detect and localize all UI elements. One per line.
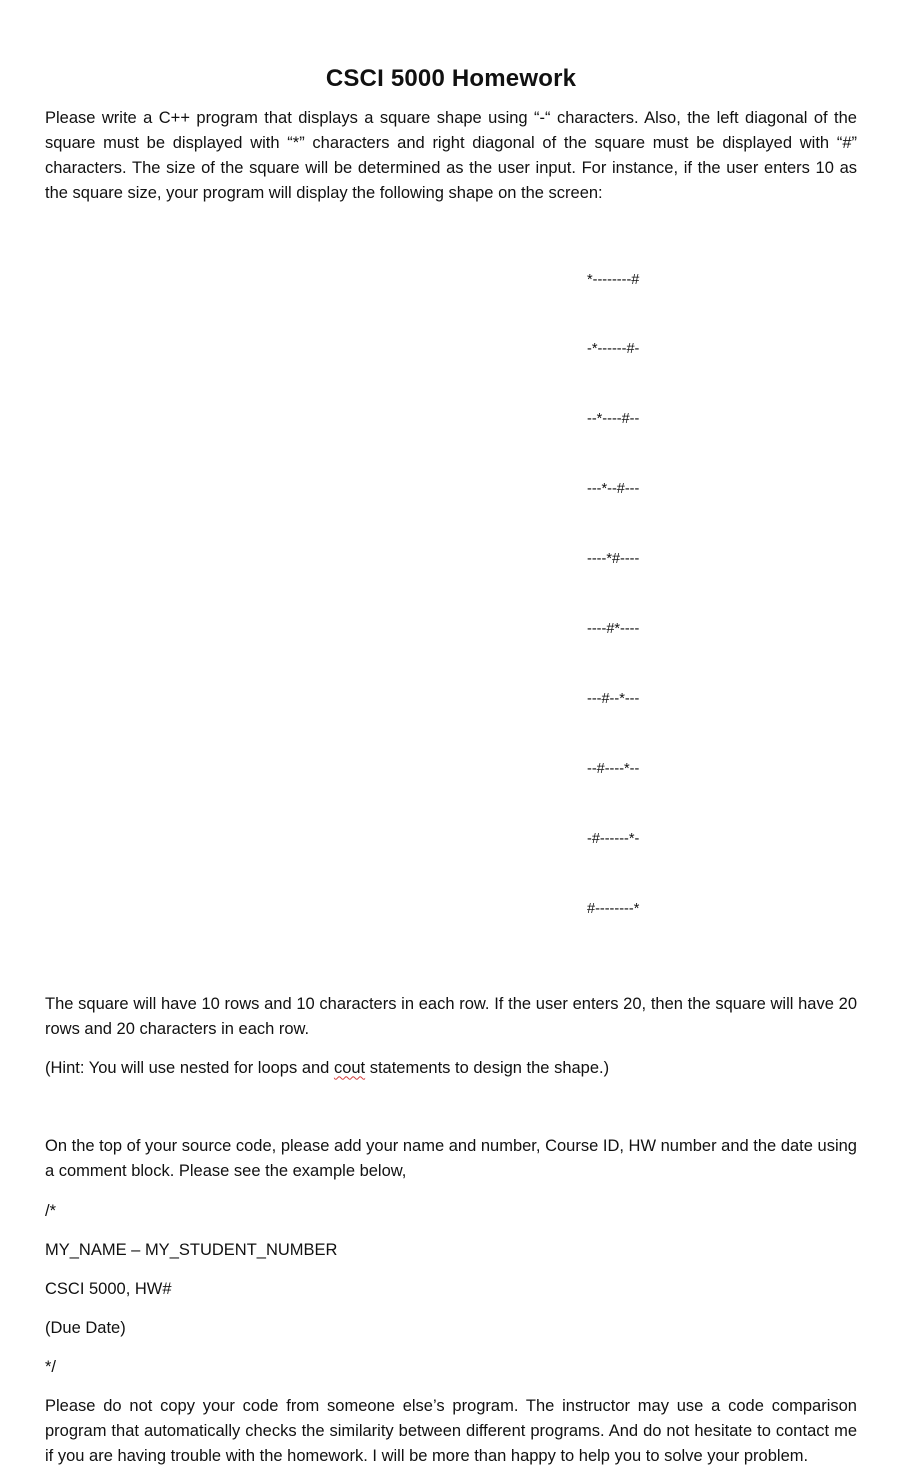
comment-block-example	[45, 1199, 857, 1380]
page-title: CSCI 5000 Homework	[325, 65, 577, 92]
shape-row: ----*#----	[587, 551, 640, 568]
document-page	[45, 62, 857, 1469]
comment-line: CSCI 5000, HW#	[45, 1279, 172, 1298]
shape-row: ---#--*---	[587, 690, 640, 707]
shape-row: -#------*-	[587, 830, 640, 847]
shape-row: *--------#	[587, 271, 640, 288]
hint-text-after: statements to design the shape.)	[365, 1058, 610, 1077]
shape-row: #--------*	[587, 900, 640, 917]
hint-paragraph	[45, 1056, 857, 1081]
shape-row: --*----#--	[587, 411, 640, 428]
square-shape-example	[215, 222, 687, 968]
spellcheck-word: cout	[333, 1058, 366, 1077]
comment-line: (Due Date)	[45, 1318, 126, 1337]
shape-row: ----#*----	[587, 621, 640, 638]
hint-text-before: (Hint: You will use nested for loops and	[45, 1058, 334, 1077]
comment-instructions-paragraph: On the top of your source code, please add your name and number, Course ID, HW number and the date using a comment block. Please see the example below,	[45, 1136, 857, 1180]
shape-row: --#----*--	[587, 760, 640, 777]
rows-paragraph: The square will have 10 rows and 10 characters in each row. If the user enters 20, then the square will have 20 rows and 20 characters in each row.	[45, 994, 857, 1038]
closing-paragraph: Please do not copy your code from someone else’s program. The instructor may use a code comparison program that automatically checks the similarity between different programs. And do not hesitate to contact me if you are having trouble with the homework. I will be more than happy to help you to solve your problem.	[45, 1396, 857, 1465]
intro-paragraph: Please write a C++ program that displays a square shape using “-“ characters. Also, the left diagonal of the square must be displayed with “*” characters and right diagonal of the square must be displayed with “#” characters. The size of the square will be determined as the user input. For instance, if the user enters 10 as the square size, your program will display the following shape on the screen:	[45, 109, 857, 202]
comment-line: /*	[45, 1201, 57, 1220]
shape-row: ---*--#---	[587, 481, 640, 498]
shape-row: -*------#-	[587, 341, 640, 358]
comment-line: MY_NAME – MY_STUDENT_NUMBER	[45, 1240, 338, 1259]
comment-line: */	[45, 1357, 57, 1376]
